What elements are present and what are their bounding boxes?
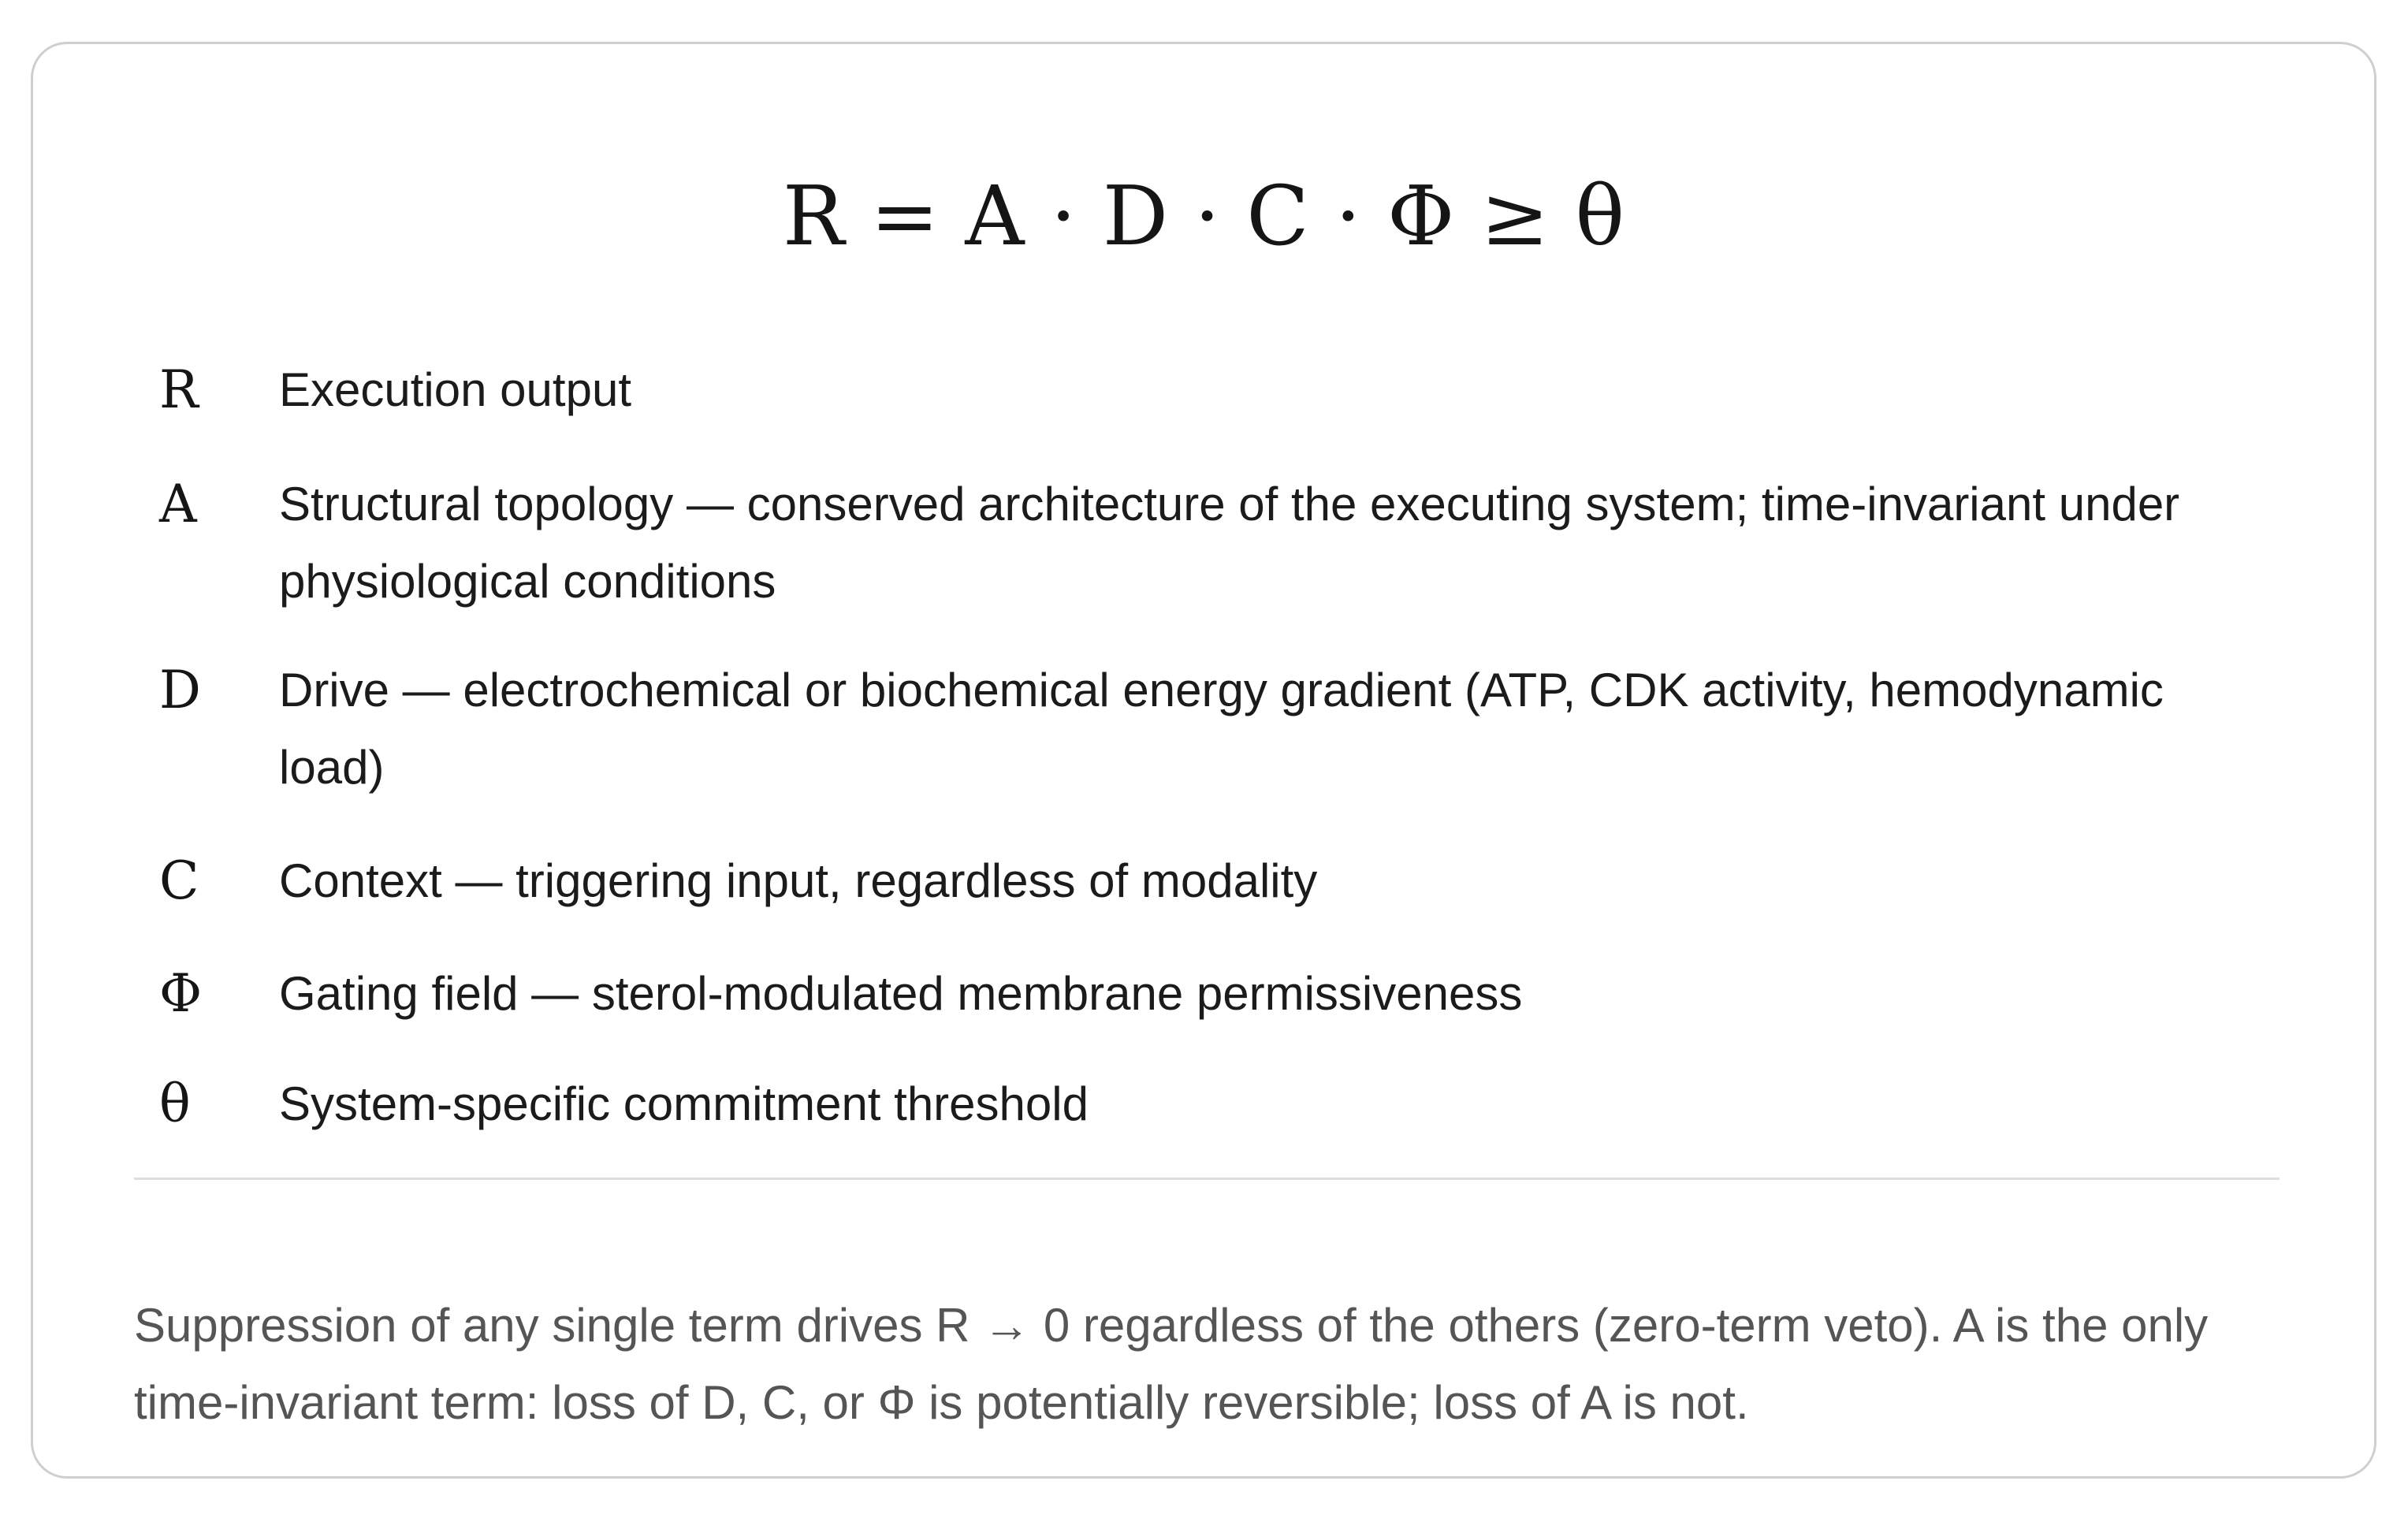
definition-text: Structural topology — conserved architecture of the executing system; time-invariant under physiological conditions <box>279 478 2180 608</box>
formula: R = A · D · C · Φ ≥ θ <box>782 168 1625 264</box>
footnote: Suppression of any single term drives R → 0 regardless of the others (zero-term veto). A is the only time-invariant term: loss of D, C, or Φ is potentially reversible; loss of A is not. <box>134 1299 2209 1429</box>
definition-symbol: A <box>159 474 197 534</box>
formula-card <box>31 42 2376 1479</box>
definition-symbol: θ <box>159 1073 191 1134</box>
definition-symbol: D <box>159 660 201 720</box>
divider <box>134 1178 2280 1180</box>
definition-text: Context — triggering input, regardless of modality <box>279 854 1318 907</box>
definition-text: Gating field — sterol-modulated membrane permissiveness <box>279 967 1523 1020</box>
definition-text: Execution output <box>279 363 631 416</box>
definition-symbol: C <box>159 850 199 911</box>
definition-text: System-specific commitment threshold <box>279 1077 1089 1130</box>
definition-symbol: R <box>159 359 199 420</box>
definition-list <box>33 44 2374 1476</box>
definition-symbol: Φ <box>159 963 203 1024</box>
definition-text: Drive — electrochemical or biochemical energy gradient (ATP, CDK activity, hemodynamic load) <box>279 664 2164 794</box>
